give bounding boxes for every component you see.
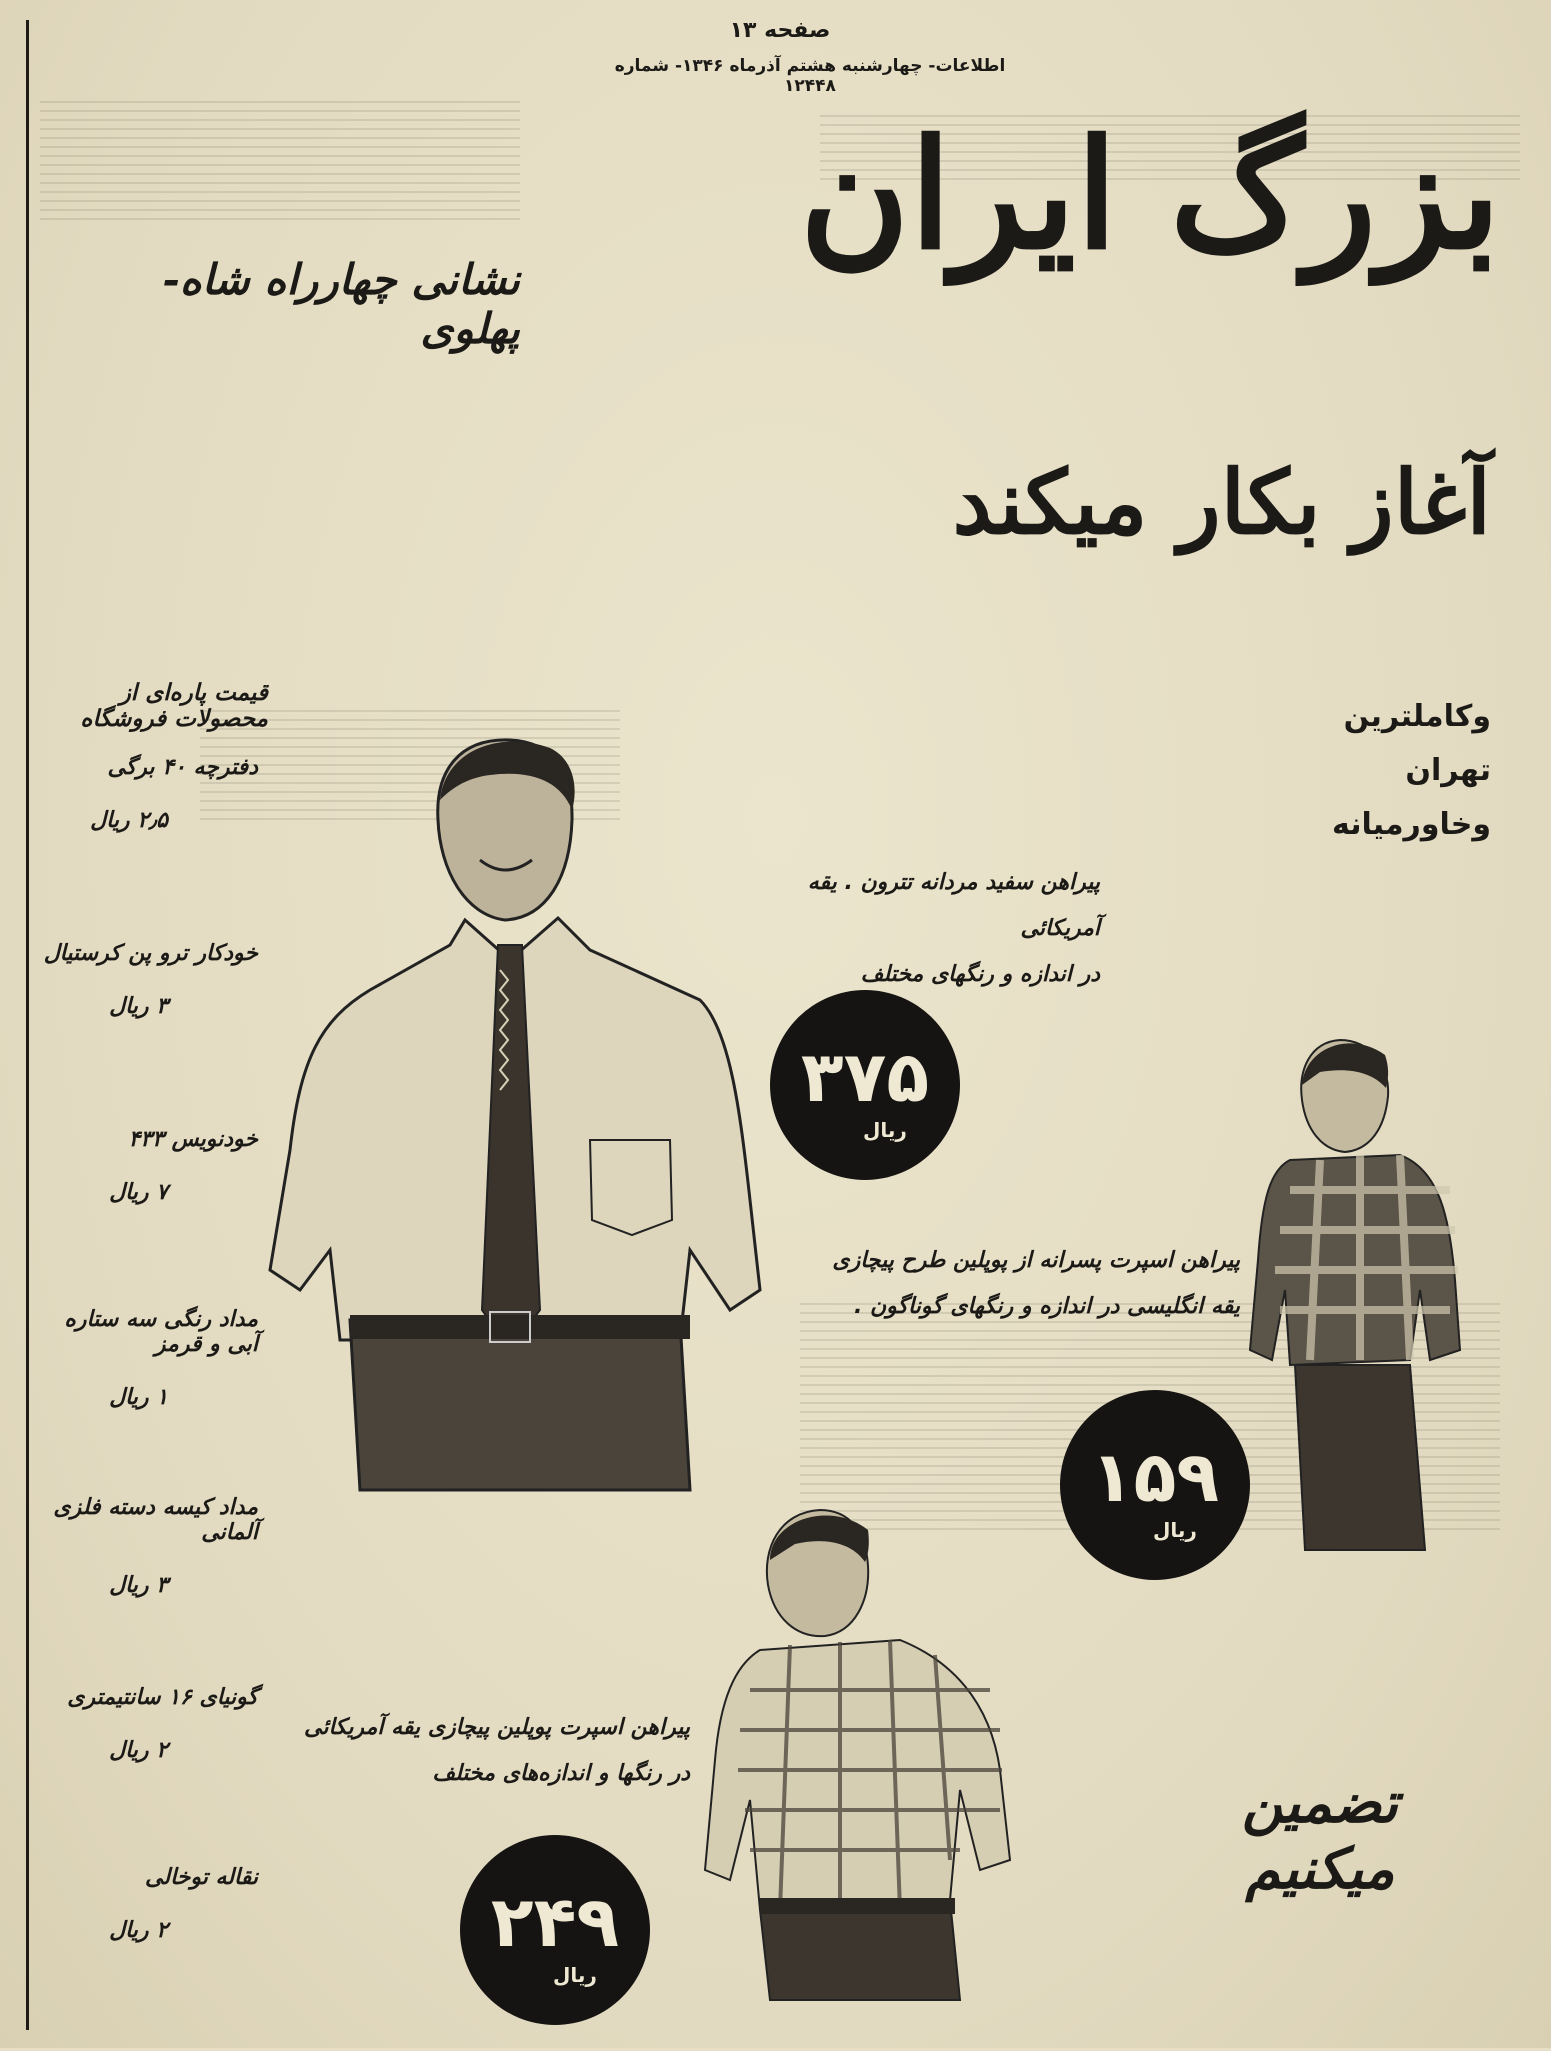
list-item	[38, 1495, 258, 1685]
item-price: ۲ ریال	[109, 1738, 168, 1763]
item-price: ۱ ریال	[109, 1385, 168, 1410]
list-item	[38, 1865, 258, 2051]
price-badge	[770, 990, 960, 1180]
item-name: دفترچه ۴۰ برگی	[107, 755, 258, 780]
list-item	[38, 1127, 258, 1307]
item-price: ۳ ریال	[109, 994, 168, 1019]
branches-list	[1211, 690, 1491, 852]
item-name: مداد کیسه دسته فلزی آلمانی	[53, 1495, 258, 1545]
price-value: ۳۷۵	[800, 1036, 930, 1118]
man-white-shirt-illustration	[260, 730, 780, 1500]
page-number: صفحه ۱۳	[729, 18, 831, 43]
item-price: ۷ ریال	[109, 1180, 168, 1205]
branch-line: وخاورمیانه	[1332, 807, 1491, 842]
left-column-rule	[26, 20, 29, 2030]
price-value: ۲۴۹	[490, 1881, 620, 1963]
price-unit: ریال	[1153, 1518, 1197, 1542]
item-price: ۳ ریال	[109, 1573, 168, 1598]
item-name: گونیای ۱۶ سانتیمتری	[67, 1685, 258, 1710]
item-price: ۲٫۵ ریال	[90, 808, 168, 833]
branch-line: وکاملترین	[1343, 699, 1491, 734]
item-name: مداد رنگی سه ستاره آبی و قرمز	[64, 1307, 258, 1357]
item-name: خودکار ترو پن کرستیال	[43, 941, 258, 966]
product-description	[760, 860, 1100, 998]
ghost-text-top	[40, 100, 520, 220]
list-item	[38, 1307, 258, 1495]
price-list	[38, 755, 258, 2051]
price-unit: ریال	[863, 1118, 907, 1142]
description-line: در اندازه و رنگهای مختلف	[860, 962, 1100, 987]
item-name: خودنویس ۴۳۳	[128, 1127, 258, 1152]
price-badge	[1060, 1390, 1250, 1580]
list-item	[38, 1685, 258, 1865]
man-plaid-shirt-illustration	[700, 1500, 1040, 2000]
opening-tagline: آغاز بکار میکند	[952, 450, 1491, 554]
description-line: پیراهن اسپرت پسرانه از پوپلین طرح پیچازی	[832, 1248, 1240, 1273]
price-list-title: قیمت پاره‌ای از محصولات فروشگاه	[80, 680, 268, 732]
store-address: نشانی چهارراه شاه-پهلوی	[162, 255, 520, 353]
store-name-headline: بزرگ ایران	[799, 107, 1501, 283]
issue-line: اطلاعات- چهارشنبه هشتم آذرماه ۱۳۴۶- شماره ۱۲۴۴۸	[614, 56, 1006, 96]
price-value: ۱۵۹	[1090, 1436, 1220, 1518]
boy-checked-shirt-illustration	[1250, 1030, 1480, 1570]
description-line: یقه انگلیسی در اندازه و رنگهای گوناگون .	[854, 1294, 1240, 1319]
description-line: پیراهن سفید مردانه تترون . یقه آمریکائی	[807, 870, 1100, 941]
list-item	[38, 941, 258, 1127]
branch-line: تهران	[1405, 753, 1491, 788]
description-line: در رنگها و اندازه‌های مختلف	[432, 1761, 690, 1786]
list-item	[38, 755, 258, 941]
item-price: ۲ ریال	[109, 1918, 168, 1943]
price-unit: ریال	[553, 1963, 597, 1987]
price-badge	[460, 1835, 650, 2025]
product-description	[300, 1705, 690, 1797]
description-line: پیراهن اسپرت پوپلین پیچازی یقه آمریکائی	[304, 1715, 690, 1740]
guarantee-slogan: تضمین میکنیم	[1241, 1770, 1399, 1902]
product-description	[760, 1238, 1240, 1330]
item-name: نقاله توخالی	[145, 1865, 258, 1890]
